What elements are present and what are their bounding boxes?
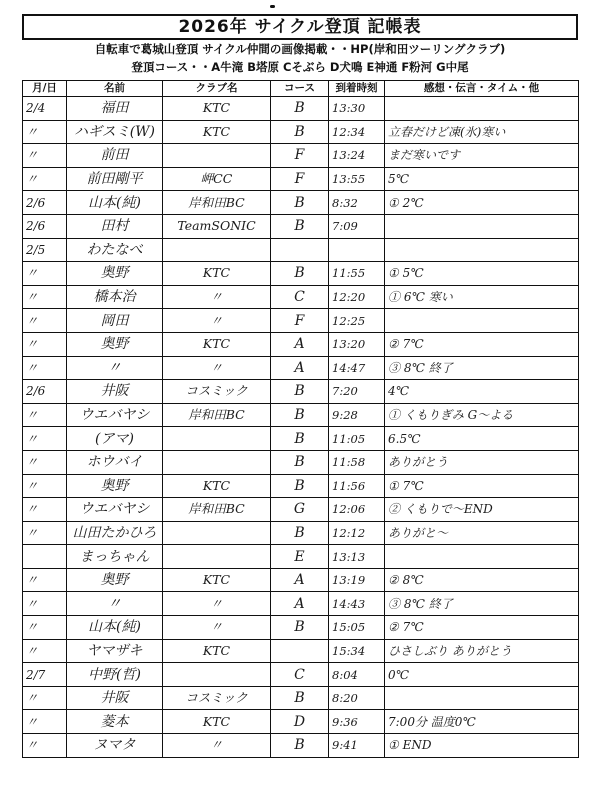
entry-name: ヌマタ [67, 734, 163, 758]
entry-date: 〃 [23, 332, 67, 356]
entry-note: 4℃ [385, 380, 579, 404]
table-row [23, 238, 579, 262]
entry-note [385, 686, 579, 710]
entry-name: (アマ) [67, 427, 163, 451]
page-title: 2026年 サイクル登頂 記帳表 [22, 14, 578, 40]
entry-name: わたなべ [67, 238, 163, 262]
entry-note: ① END [385, 734, 579, 758]
entry-name: 山本(純) [67, 191, 163, 215]
entry-course: A [271, 592, 329, 616]
table-row [23, 639, 579, 663]
entry-note: ① くもりぎみ G〜よる [385, 403, 579, 427]
entry-name: ホウバイ [67, 450, 163, 474]
entry-course: B [271, 474, 329, 498]
entry-note: 7:00分 温度0℃ [385, 710, 579, 734]
entry-course: A [271, 356, 329, 380]
table-row [23, 686, 579, 710]
entry-arrival-time [329, 238, 385, 262]
entry-arrival-time: 13:30 [329, 97, 385, 121]
entry-name: 奥野 [67, 262, 163, 286]
entry-note: ① 5℃ [385, 262, 579, 286]
entry-course: E [271, 545, 329, 569]
entry-name: 〃 [67, 356, 163, 380]
table-row [23, 403, 579, 427]
table-row [23, 498, 579, 522]
column-header-name: 名前 [67, 81, 163, 97]
entry-name: ヤマザキ [67, 639, 163, 663]
entry-date: 〃 [23, 262, 67, 286]
entry-club: KTC [163, 332, 271, 356]
entry-arrival-time: 9:41 [329, 734, 385, 758]
entry-date: 〃 [23, 144, 67, 168]
entry-course: B [271, 427, 329, 451]
entry-note [385, 545, 579, 569]
entry-arrival-time: 11:56 [329, 474, 385, 498]
entry-date: 〃 [23, 285, 67, 309]
table-row [23, 262, 579, 286]
entry-club: 岸和田BC [163, 498, 271, 522]
entry-name: 奥野 [67, 568, 163, 592]
entry-club [163, 238, 271, 262]
entry-note: ② くもりで〜END [385, 498, 579, 522]
entry-name: 岡田 [67, 309, 163, 333]
entry-arrival-time: 7:20 [329, 380, 385, 404]
table-row [23, 616, 579, 640]
entry-name: まっちゃん [67, 545, 163, 569]
entry-date: 〃 [23, 427, 67, 451]
entry-name: 田村 [67, 214, 163, 238]
entry-date: 2/4 [23, 97, 67, 121]
entry-name: 井阪 [67, 686, 163, 710]
entry-date: 〃 [23, 686, 67, 710]
entry-note [385, 309, 579, 333]
entry-course: B [271, 616, 329, 640]
entry-name: 奥野 [67, 474, 163, 498]
log-body [23, 97, 579, 758]
entry-date: 〃 [23, 450, 67, 474]
entry-arrival-time: 12:34 [329, 120, 385, 144]
entry-date: 〃 [23, 403, 67, 427]
entry-note: ① 6℃ 寒い [385, 285, 579, 309]
entry-note: ③ 8℃ 終了 [385, 356, 579, 380]
table-row [23, 214, 579, 238]
entry-course: C [271, 285, 329, 309]
table-row [23, 120, 579, 144]
entry-note: ② 7℃ [385, 616, 579, 640]
entry-arrival-time: 11:58 [329, 450, 385, 474]
entry-club: 〃 [163, 309, 271, 333]
entry-course: B [271, 403, 329, 427]
entry-course: B [271, 97, 329, 121]
entry-arrival-time: 15:05 [329, 616, 385, 640]
entry-club: KTC [163, 568, 271, 592]
table-row [23, 144, 579, 168]
entry-date [23, 545, 67, 569]
entry-date: 〃 [23, 521, 67, 545]
entry-date: 2/7 [23, 663, 67, 687]
entry-date: 〃 [23, 356, 67, 380]
entry-arrival-time: 11:55 [329, 262, 385, 286]
entry-arrival-time: 12:06 [329, 498, 385, 522]
entry-arrival-time: 13:24 [329, 144, 385, 168]
entry-course: B [271, 734, 329, 758]
entry-course: B [271, 262, 329, 286]
entry-club: 〃 [163, 734, 271, 758]
entry-arrival-time: 13:13 [329, 545, 385, 569]
entry-note: 5℃ [385, 167, 579, 191]
entry-club: 〃 [163, 356, 271, 380]
entry-course: F [271, 144, 329, 168]
column-header-club: クラブ名 [163, 81, 271, 97]
entry-note: 立春だけど凍(氷)寒い [385, 120, 579, 144]
entry-club [163, 663, 271, 687]
log-table [22, 80, 579, 758]
entry-club: コスミック [163, 686, 271, 710]
entry-club: 岸和田BC [163, 403, 271, 427]
entry-arrival-time: 7:09 [329, 214, 385, 238]
entry-course: B [271, 380, 329, 404]
entry-date: 〃 [23, 120, 67, 144]
entry-name: 中野(哲) [67, 663, 163, 687]
entry-name: 山田たかひろ [67, 521, 163, 545]
table-row [23, 97, 579, 121]
entry-date: 〃 [23, 474, 67, 498]
table-row [23, 521, 579, 545]
entry-note [385, 238, 579, 262]
entry-course: C [271, 663, 329, 687]
entry-arrival-time: 14:43 [329, 592, 385, 616]
entry-note [385, 97, 579, 121]
entry-name: 橋本治 [67, 285, 163, 309]
course-legend: 登頂コース・・A牛滝 B塔原 Cそぶら D犬鳴 E神通 F粉河 G中尾 [131, 60, 469, 74]
entry-club: TeamSONIC [163, 214, 271, 238]
table-row [23, 309, 579, 333]
entry-name: 菱本 [67, 710, 163, 734]
entry-club [163, 521, 271, 545]
entry-course: F [271, 167, 329, 191]
entry-course: G [271, 498, 329, 522]
entry-course [271, 238, 329, 262]
table-row [23, 167, 579, 191]
table-row [23, 332, 579, 356]
entry-date: 2/5 [23, 238, 67, 262]
column-header-course: コース [271, 81, 329, 97]
entry-name: ウエバヤシ [67, 498, 163, 522]
entry-note: 6.5℃ [385, 427, 579, 451]
entry-arrival-time: 13:19 [329, 568, 385, 592]
entry-club: KTC [163, 262, 271, 286]
entry-note: ありがとう [385, 450, 579, 474]
entry-name: 奥野 [67, 332, 163, 356]
entry-club: KTC [163, 474, 271, 498]
entry-arrival-time: 8:20 [329, 686, 385, 710]
entry-date: 〃 [23, 734, 67, 758]
entry-note: ① 2℃ [385, 191, 579, 215]
table-row [23, 592, 579, 616]
table-row [23, 545, 579, 569]
entry-name: 前田剛平 [67, 167, 163, 191]
entry-note: ③ 8℃ 終了 [385, 592, 579, 616]
entry-club: 岬CC [163, 167, 271, 191]
table-row [23, 356, 579, 380]
entry-club: 〃 [163, 616, 271, 640]
entry-date: 〃 [23, 167, 67, 191]
entry-course: B [271, 214, 329, 238]
entry-club [163, 450, 271, 474]
entry-note: ① 7℃ [385, 474, 579, 498]
entry-date: 〃 [23, 309, 67, 333]
column-header-notes: 感想・伝言・タイム・他 [385, 81, 579, 97]
entry-course: A [271, 568, 329, 592]
table-row [23, 474, 579, 498]
entry-course: B [271, 191, 329, 215]
entry-note [385, 214, 579, 238]
entry-note: ② 8℃ [385, 568, 579, 592]
table-row [23, 710, 579, 734]
entry-course: B [271, 686, 329, 710]
entry-arrival-time: 13:20 [329, 332, 385, 356]
entry-arrival-time: 14:47 [329, 356, 385, 380]
entry-arrival-time: 11:05 [329, 427, 385, 451]
entry-club: 〃 [163, 285, 271, 309]
entry-name: 山本(純) [67, 616, 163, 640]
entry-note: まだ寒いです [385, 144, 579, 168]
entry-note: ② 7℃ [385, 332, 579, 356]
table-row [23, 568, 579, 592]
entry-course: A [271, 332, 329, 356]
entry-club [163, 427, 271, 451]
entry-club [163, 144, 271, 168]
entry-club: 〃 [163, 592, 271, 616]
table-row [23, 734, 579, 758]
entry-date: 〃 [23, 498, 67, 522]
entry-arrival-time: 9:36 [329, 710, 385, 734]
entry-club: KTC [163, 120, 271, 144]
entry-club: KTC [163, 710, 271, 734]
entry-arrival-time: 12:12 [329, 521, 385, 545]
entry-arrival-time: 9:28 [329, 403, 385, 427]
entry-club: KTC [163, 97, 271, 121]
table-row [23, 191, 579, 215]
entry-course: B [271, 450, 329, 474]
entry-club: KTC [163, 639, 271, 663]
entry-arrival-time: 8:04 [329, 663, 385, 687]
entry-arrival-time: 13:55 [329, 167, 385, 191]
entry-date: 2/6 [23, 214, 67, 238]
column-header-date: 月/日 [23, 81, 67, 97]
entry-arrival-time: 15:34 [329, 639, 385, 663]
entry-date: 〃 [23, 639, 67, 663]
entry-arrival-time: 8:32 [329, 191, 385, 215]
entry-arrival-time: 12:25 [329, 309, 385, 333]
entry-date: 〃 [23, 592, 67, 616]
entry-course: B [271, 521, 329, 545]
table-row [23, 285, 579, 309]
column-header-arrival: 到着時刻 [329, 81, 385, 97]
entry-club: 岸和田BC [163, 191, 271, 215]
entry-date: 〃 [23, 616, 67, 640]
entry-arrival-time: 12:20 [329, 285, 385, 309]
entry-date: 2/6 [23, 191, 67, 215]
entry-course: F [271, 309, 329, 333]
entry-date: 〃 [23, 568, 67, 592]
table-row [23, 380, 579, 404]
entry-note: 0℃ [385, 663, 579, 687]
entry-note: ありがと〜 [385, 521, 579, 545]
table-row [23, 663, 579, 687]
entry-name: ハギスミ(W) [67, 120, 163, 144]
subtitle-line: 自転車で葛城山登頂 サイクル仲間の画像掲載・・HP(岸和田ツーリングクラブ) [94, 42, 506, 56]
entry-course: D [271, 710, 329, 734]
entry-club [163, 545, 271, 569]
table-row [23, 450, 579, 474]
table-header-row [23, 81, 579, 97]
entry-course [271, 639, 329, 663]
entry-date: 〃 [23, 710, 67, 734]
entry-date: 2/6 [23, 380, 67, 404]
table-row [23, 427, 579, 451]
entry-name: 福田 [67, 97, 163, 121]
entry-course: B [271, 120, 329, 144]
entry-name: 前田 [67, 144, 163, 168]
entry-name: ウエバヤシ [67, 403, 163, 427]
entry-name: 井阪 [67, 380, 163, 404]
entry-note: ひさしぶり ありがとう [385, 639, 579, 663]
ink-mark [270, 5, 275, 8]
entry-club: コスミック [163, 380, 271, 404]
entry-name: 〃 [67, 592, 163, 616]
